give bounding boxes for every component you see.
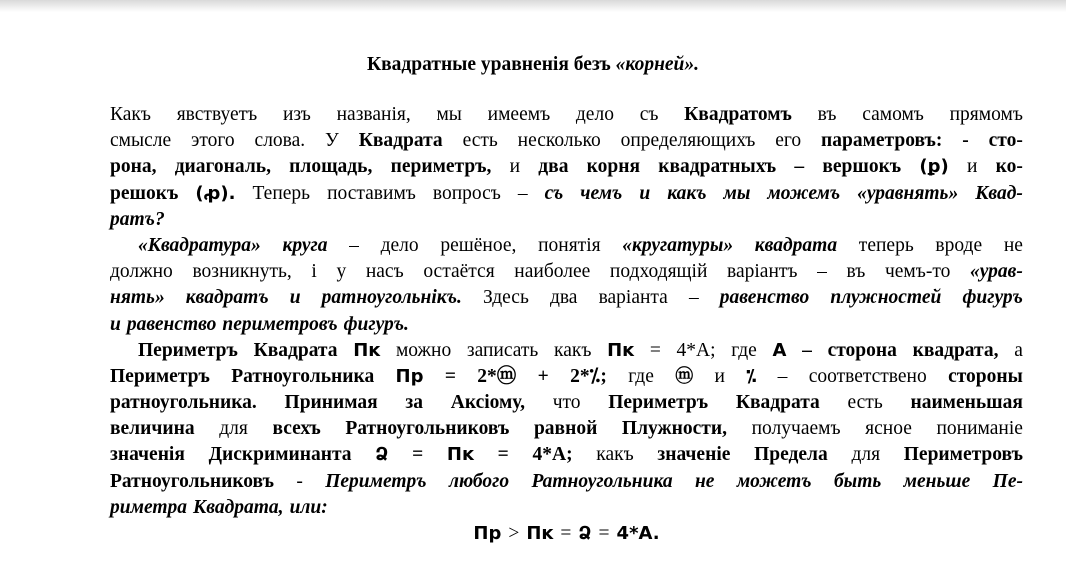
- word: и: [714, 365, 725, 387]
- word: два: [538, 156, 569, 178]
- word: риметра: [110, 496, 188, 518]
- word: Принимая: [284, 392, 378, 414]
- text-line: [110, 364, 1023, 390]
- word: мы: [723, 182, 751, 204]
- word: «урав-: [969, 261, 1023, 283]
- word: быть: [833, 470, 882, 492]
- word: значеніе: [657, 444, 731, 466]
- math-symbol: ⓜ: [675, 365, 694, 387]
- word: и: [639, 182, 651, 204]
- word: получаемъ: [751, 418, 841, 440]
- word: диагональ,: [174, 156, 271, 178]
- word: =: [560, 523, 572, 544]
- word: и: [289, 287, 301, 309]
- word: понятія: [538, 234, 601, 256]
- word: -: [962, 130, 969, 152]
- text-line: [110, 469, 1023, 495]
- title-main: Квадратные уравненія безъ: [366, 54, 616, 75]
- word: Какъ: [110, 104, 151, 125]
- word: Квадрата,: [193, 496, 284, 518]
- word: самомъ: [862, 104, 924, 125]
- word: –: [802, 339, 812, 361]
- word: Предела: [754, 444, 828, 466]
- math-symbol: Ձ: [375, 444, 389, 466]
- math-symbol: A: [772, 339, 787, 361]
- word: периметръ,: [390, 156, 492, 178]
- word: «кругатуры»: [622, 234, 734, 256]
- word: -: [296, 470, 303, 492]
- word: Аксіому,: [450, 392, 525, 414]
- word: =: [497, 444, 509, 466]
- word: =: [444, 365, 456, 387]
- word: круга: [282, 234, 328, 256]
- word: въ: [846, 261, 866, 283]
- word: соответствено: [808, 365, 927, 387]
- word: вершокъ: [822, 156, 902, 178]
- word: –: [794, 156, 805, 178]
- word: не: [694, 470, 715, 492]
- text-line: [110, 521, 1023, 547]
- word: у: [336, 261, 347, 283]
- text-line: [110, 207, 1023, 233]
- text-line: [110, 338, 1023, 364]
- word: равенство: [126, 313, 217, 335]
- word: нять»: [110, 287, 165, 309]
- word: определяющихъ: [620, 130, 756, 152]
- word: –: [777, 365, 788, 387]
- word: или:: [289, 496, 328, 518]
- word: ратъ?: [110, 208, 165, 230]
- word: варіанта: [598, 287, 668, 309]
- word: Здесь: [482, 287, 529, 309]
- word: значенія: [110, 444, 185, 466]
- word: не: [1003, 234, 1023, 256]
- word: Дискриминанта: [208, 444, 352, 466]
- word: площадь,: [289, 156, 373, 178]
- word: Квадрата: [735, 392, 820, 414]
- word: где: [628, 365, 654, 387]
- word: Ратноугольника: [231, 365, 375, 387]
- word: какъ: [667, 182, 707, 204]
- word: наиболее: [514, 261, 591, 283]
- math-symbol: Ձ: [578, 523, 592, 544]
- word: Ратноугольниковъ: [345, 418, 510, 440]
- word: а: [1014, 339, 1023, 361]
- word: съ: [639, 104, 659, 125]
- word: Периметръ: [110, 365, 210, 387]
- word: дело: [380, 234, 419, 256]
- word: для: [219, 418, 248, 440]
- word: решёное,: [440, 234, 517, 256]
- word: Плужности,: [621, 418, 727, 440]
- page-top-shadow: [0, 0, 1066, 12]
- word: сторона: [827, 339, 897, 361]
- word: съ: [544, 182, 564, 204]
- word: квадратъ: [185, 287, 269, 309]
- word: смысле: [110, 130, 172, 152]
- word: Ратноугольниковъ: [110, 470, 274, 492]
- document-title: [0, 54, 1066, 76]
- word: корня: [586, 156, 641, 178]
- word: чемъ: [580, 182, 623, 204]
- word: Периметръ: [138, 339, 238, 361]
- word: У: [325, 130, 339, 152]
- word: возникнуть,: [192, 261, 292, 283]
- word: есть: [462, 130, 498, 152]
- word: всехъ: [272, 418, 321, 440]
- word: какъ: [554, 339, 592, 361]
- word: фигуръ.: [343, 313, 409, 335]
- word: квадрата: [754, 234, 838, 256]
- word: равенство: [719, 287, 810, 309]
- word: можемъ: [767, 182, 841, 204]
- word: фигуръ: [962, 287, 1023, 309]
- word: несколько: [517, 130, 601, 152]
- text-line: [110, 442, 1023, 468]
- word: –: [349, 234, 359, 256]
- word: и: [509, 156, 521, 178]
- word: «Квадратура»: [138, 234, 261, 256]
- word: Квадрата: [358, 130, 443, 152]
- word: любого: [448, 470, 510, 492]
- math-symbol: Пр: [473, 523, 502, 544]
- math-symbol: ⁒: [746, 365, 757, 387]
- word: квадратныхъ: [658, 156, 777, 178]
- word: прямомъ: [949, 104, 1023, 125]
- word: подходящій: [609, 261, 708, 283]
- word: какъ: [596, 444, 634, 466]
- word: вроде: [935, 234, 983, 256]
- word: вопросъ: [432, 182, 501, 204]
- math-symbol: (ꝓ).: [195, 182, 236, 204]
- math-symbol: Пĸ: [446, 444, 474, 466]
- text-line: [110, 285, 1023, 311]
- word: Теперь: [252, 182, 311, 204]
- word: что: [552, 392, 581, 414]
- math-symbol: 4*A.: [616, 523, 660, 544]
- word: ко-: [995, 156, 1023, 178]
- word: названія,: [336, 104, 411, 125]
- word: его: [775, 130, 802, 152]
- text-line: [110, 154, 1023, 180]
- word: стороны: [948, 365, 1023, 387]
- word: величина: [110, 418, 195, 440]
- word: изъ: [282, 104, 311, 125]
- word: 2*ⓜ: [477, 365, 517, 387]
- word: >: [508, 523, 520, 544]
- word: ратноугольника.: [110, 392, 257, 414]
- word: Периметровъ: [903, 444, 1023, 466]
- text-line: [110, 416, 1023, 442]
- text-line: [110, 102, 1023, 128]
- word: Периметръ: [608, 392, 709, 414]
- document-body: [110, 102, 1023, 547]
- word: остаётся: [423, 261, 495, 283]
- word: пониманіе: [936, 418, 1023, 440]
- word: квадрата,: [912, 339, 999, 361]
- word: периметровъ: [222, 313, 338, 335]
- word: Квадрата: [253, 339, 338, 361]
- word: чемъ-то: [884, 261, 951, 283]
- word: і: [311, 261, 317, 283]
- text-line: [110, 128, 1023, 154]
- word: поставимъ: [327, 182, 416, 204]
- word: рона,: [110, 156, 157, 178]
- text-line: [110, 312, 1023, 338]
- word: 2*⁒;: [570, 365, 607, 387]
- word: насъ: [365, 261, 404, 283]
- word: дело: [575, 104, 614, 125]
- word: –: [817, 261, 827, 283]
- word: должно: [110, 261, 173, 283]
- word: для: [851, 444, 881, 466]
- word: можно: [395, 339, 452, 361]
- word: решокъ: [110, 182, 179, 204]
- word: –: [688, 287, 699, 309]
- word: записать: [466, 339, 539, 361]
- word: где: [731, 339, 757, 361]
- word: Пе-: [992, 470, 1023, 492]
- word: –: [517, 182, 528, 204]
- word: можетъ: [736, 470, 812, 492]
- word: «уравнять»: [857, 182, 959, 204]
- word: этого: [191, 130, 235, 152]
- text-line: [110, 233, 1023, 259]
- word: равной: [533, 418, 598, 440]
- word: явствуетъ: [176, 104, 258, 125]
- word: и: [110, 313, 121, 335]
- text-line: [110, 390, 1023, 416]
- word: слова.: [254, 130, 306, 152]
- word: за: [405, 392, 424, 414]
- word: меньше: [903, 470, 971, 492]
- math-symbol: Пр: [395, 365, 424, 387]
- word: въ: [817, 104, 837, 125]
- math-symbol: (ꝑ): [919, 156, 949, 178]
- word: 4*A;: [676, 339, 716, 361]
- word: =: [649, 339, 661, 361]
- word: мы: [436, 104, 462, 125]
- word: наименьшая: [910, 392, 1023, 414]
- word: Квад-: [975, 182, 1023, 204]
- math-symbol: Пĸ: [607, 339, 635, 361]
- text-line: [110, 181, 1023, 207]
- word: Квадратомъ: [684, 104, 792, 125]
- word: сто-: [988, 130, 1023, 152]
- title-italic: «корней».: [615, 54, 700, 75]
- word: =: [598, 523, 610, 544]
- word: ясное: [865, 418, 912, 440]
- word: варіантъ: [727, 261, 798, 283]
- word: Периметръ: [325, 470, 427, 492]
- math-symbol: Пĸ: [353, 339, 381, 361]
- word: есть: [847, 392, 883, 414]
- text-line: [110, 495, 1023, 521]
- word: два: [549, 287, 578, 309]
- word: имеемъ: [487, 104, 551, 125]
- word: ратноугольнікъ.: [321, 287, 462, 309]
- word: и: [966, 156, 978, 178]
- math-symbol: Пĸ: [526, 523, 554, 544]
- word: +: [537, 365, 549, 387]
- word: 4*A;: [532, 444, 573, 466]
- text-line: [110, 259, 1023, 285]
- word: теперь: [858, 234, 914, 256]
- word: параметровъ:: [821, 130, 943, 152]
- word: плужностей: [830, 287, 942, 309]
- word: Ратноугольника: [531, 470, 673, 492]
- word: =: [412, 444, 424, 466]
